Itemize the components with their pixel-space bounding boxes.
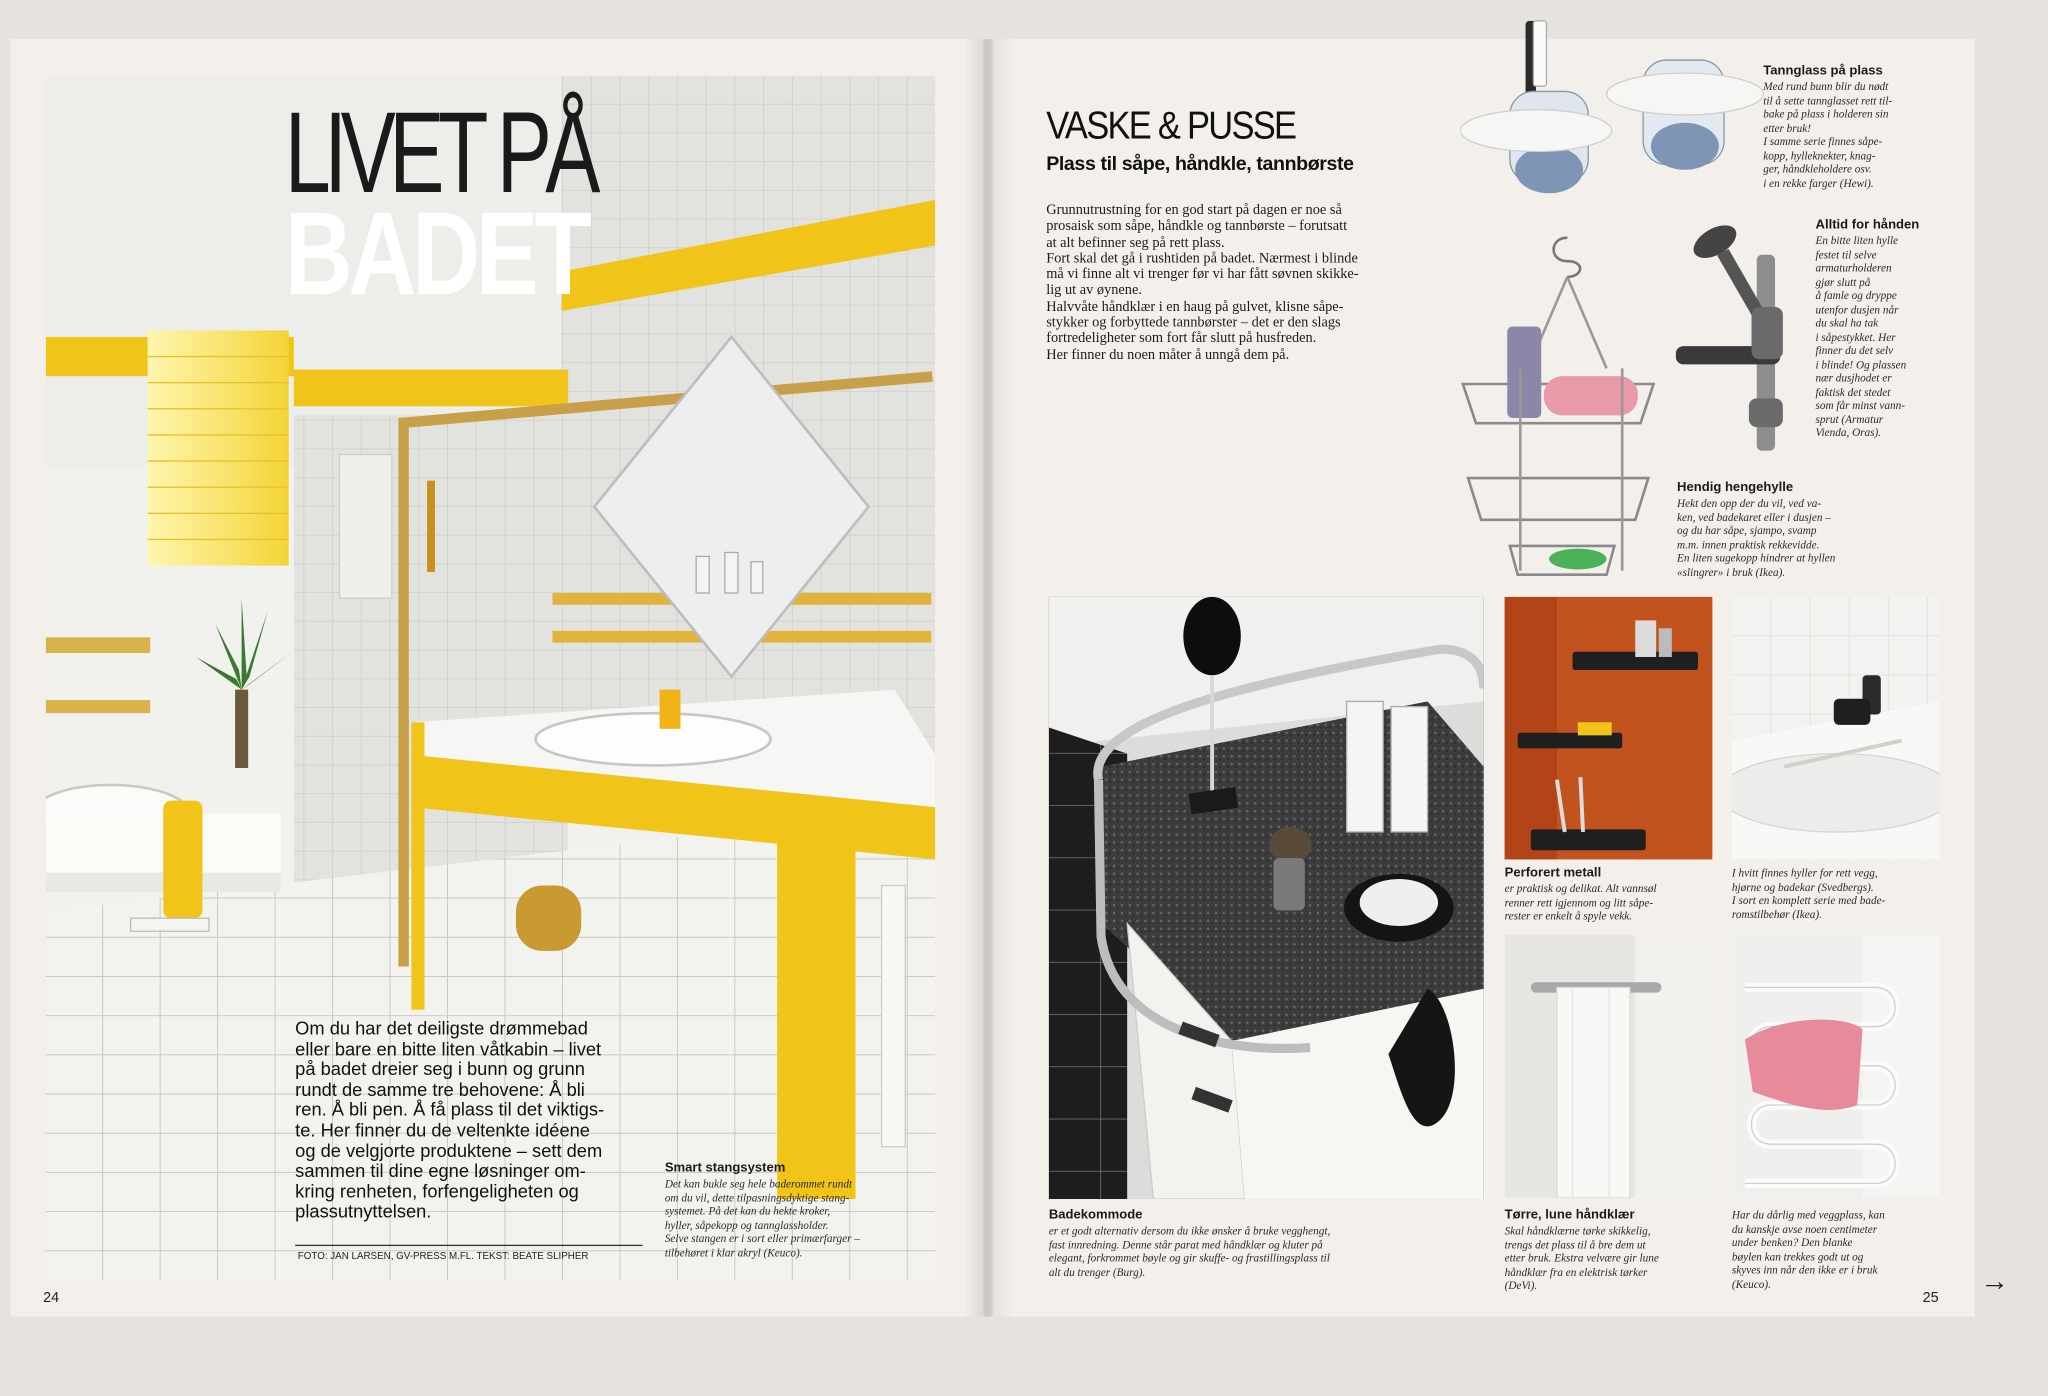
perforert-heading: Perforert metall [1504,865,1602,881]
hengehylle-text: Hekt den opp der du vil, ved va- ken, ved badekaret eller i dusjen – og du har såpe, sjampo, svamp m.m. innen praktisk rekkevidde. En liten sugekopp hindrer at hyllen «slingrer» i bruk (Ikea). [1677,496,1836,578]
stangsystem-heading: Smart stangsystem [664,1161,786,1176]
torre-heading: Tørre, lune håndklær [1504,1208,1635,1223]
darlig-text: Har du dårlig med veggplass, kan du kanskje avse noen centimeter under benken? Den blanke bøylen kan trekkes godt ut og skyves inn når den ikke er i bruk (Keuco). [1731,1208,1885,1290]
next-page-arrow-icon[interactable]: → [1980,1264,2009,1297]
badekommode-text: er et godt alternativ dersom du ikke ønsker å bruke vegghengt, fast innredning. Denne står parat med håndklær og kluter på elegant, forkrommet bøyle og gir skuffe- og frastillingsplass til alt du trenger (Burg). [1048,1223,1331,1279]
torre-text: Skal håndklærne tørke skikkelig, trengs det plass til å bre dem ut etter bruk. Ekstra velvære gir lune håndklær fra en elektrisk tørker (DeVi). [1504,1223,1659,1292]
title-line2: BADET [284,189,588,320]
hvitt-text: I hvitt finnes hyller for rett vegg, hjørne og badekar (Svedbergs). I sort en komplett serie med bade- romstilbehør (Ikea). [1731,865,1886,921]
toothbrush-holder-illustration [1460,16,1767,212]
right-body: Grunnutrustning for en god start på dagen er noe så prosaisk som såpe, håndkle og tannbørste – forutsatt at alt befinner seg på rett plass. Fort skal det gå i rushtiden på badet. Nærmest i blinde må vi finne alt vi trenger før vi har fått søvnen skikke- lig ut av øynene. Halvvåte håndklær i en haug på gulvet, klisne såpe- stykker og forbyttede tannbørster – det er den slags fortredeligheter som fort får slutt på husfreden. Her finner du noen måter å unngå dem på. [1046,202,1359,363]
alltid-text: En bitte liten hylle festet til selve armaturholderen gjør slutt på å famle og dryppe utenfor dusjen når du skal ha tak i såpestykket. Her finner du det selv i blinde! Og plassen nær dusjhodet er faktisk det stedet som får minst vann- sprut (Armatur Vienda, Oras). [1815,233,1907,439]
towel-photo [1505,935,1713,1198]
hanging-shelf-illustration [1458,225,1667,588]
alltid-caption [1816,218,1920,439]
hengehylle-heading: Hendig hengehylle [1677,480,1794,496]
shower-illustration [1676,216,1820,477]
badekommode-heading: Badekommode [1048,1208,1143,1223]
title-line1: LIVET PÅ [284,87,594,217]
torre-caption [1505,1208,1659,1292]
white-shelf-photo [1732,597,1940,860]
intro-text: Om du har det deiligste drømmebad eller bare en bitte liten våtkabin – livet på badet dreier seg i bunn og grunn rundt de samme tre behovene: Å bli ren. Å bli pen. Å få plass til det viktigs- te. Her finner du de veltenkte idéene og de velgjorte produktene – sett dem sammen til dine egne løsninger om- kring renheten, forfengeligheten og plassutnyttelsen. [295,1017,605,1222]
stangsystem-text: Det kan bukle seg hele baderommet rundt om du vil, dette tilpasningsdyktige stang- systemet. På det kan du hekte kroker, hyller, såpekopp og tannglassholder. Selve stangen er i sort eller primærfarger – tilbehøret i klar akryl (Keuco). [664,1176,860,1259]
perforert-caption [1505,866,1657,923]
pullout-rack-photo [1732,935,1940,1198]
tannglass-heading: Tannglass på plass [1763,63,1883,79]
spine-shadow [964,39,1016,1316]
page-number-right: 25 [1922,1290,1939,1307]
photo-credit: FOTO: JAN LARSEN, GV-PRESS M.FL. TEKST: BEATE SLIPHER [297,1249,589,1262]
alltid-heading: Alltid for hånden [1815,218,1920,233]
stangsystem-caption [665,1161,860,1259]
perforert-photo [1505,597,1713,860]
perforert-text: er praktisk og delikat. Alt vannsøl renner rett igjennom og litt såpe- rester er enkelt å spyle vekk. [1504,881,1657,923]
credit-rule [295,1245,642,1246]
tannglass-text: Med rund bunn blir du nødt til å sette tannglasset rett til- bake på plass i holderen sin etter bruk! I samme serie finnes såpe- kopp, hylleknekter, knag- ger, håndkleholdere osv. i en rekke farger (Hewi). [1763,79,1893,189]
hengehylle-caption [1677,481,1835,579]
tannglass-caption [1763,64,1892,189]
hvitt-caption [1732,866,1885,921]
right-subtitle: Plass til såpe, håndkle, tannbørste [1046,152,1354,176]
right-title: VASKE & PUSSE [1046,104,1296,148]
badekommode-photo [1049,597,1484,1199]
page-number-left: 24 [43,1290,60,1307]
darlig-caption [1732,1208,1885,1290]
badekommode-caption [1049,1208,1330,1279]
